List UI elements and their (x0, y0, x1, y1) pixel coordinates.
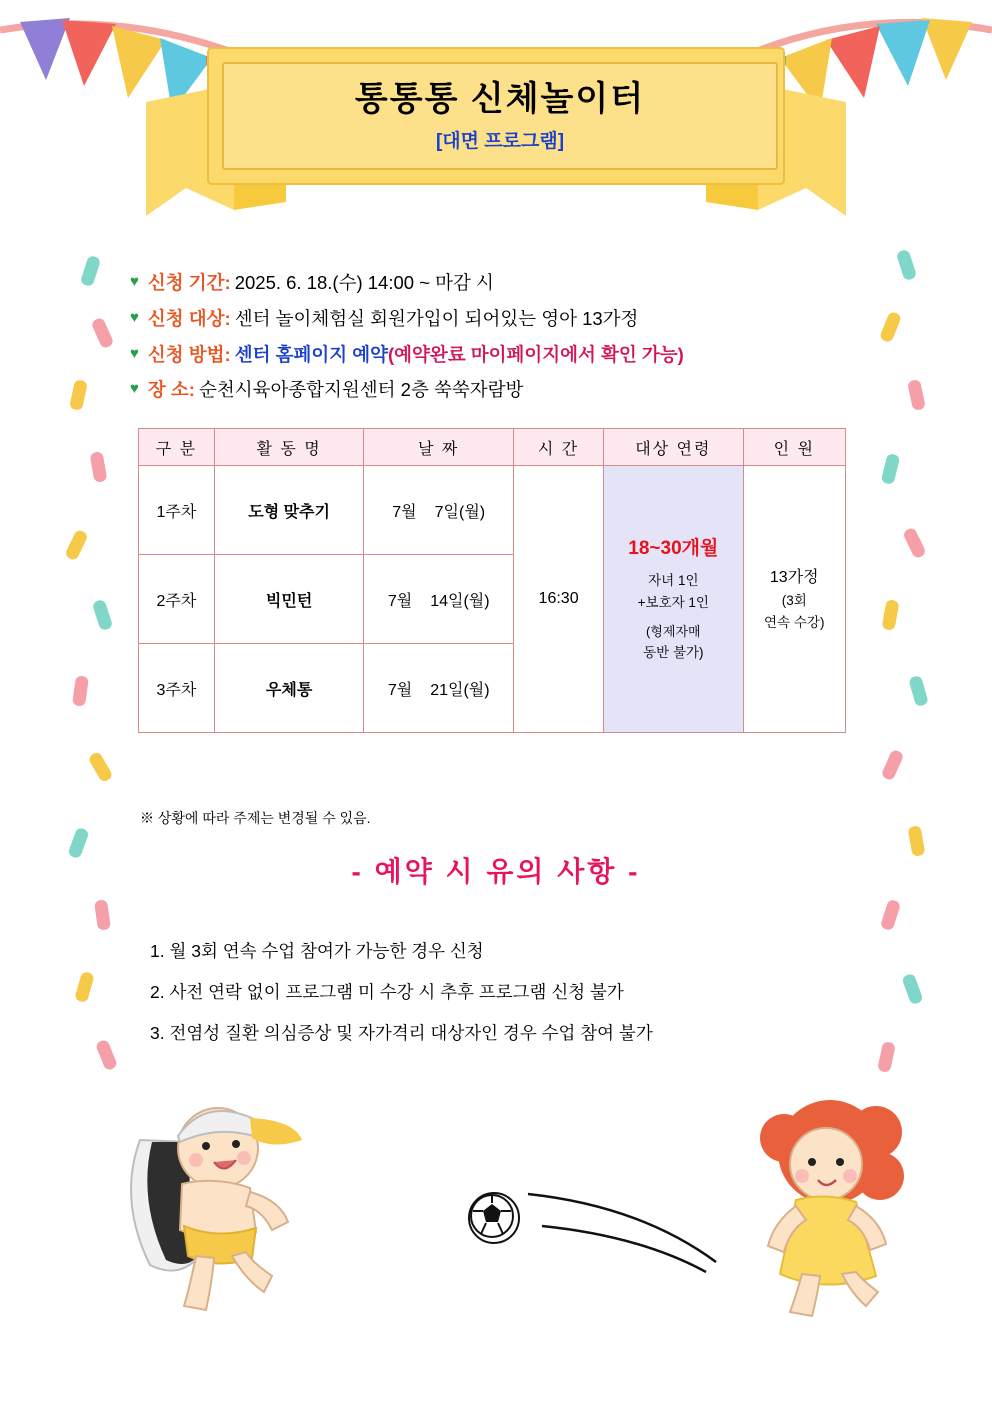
cell-date-day-1: 7일(월) (434, 503, 486, 521)
banner (146, 40, 846, 240)
count-main: 13가정 (769, 568, 819, 586)
heart-icon: ♥ (130, 273, 139, 290)
schedule-table (138, 428, 846, 733)
cell-week-1: 1주차 (139, 466, 215, 555)
count-sub-line2: 연속 수강) (764, 614, 825, 630)
motion-trail (520, 1180, 740, 1285)
info-value-target: 센터 놀이체험실 회원가입이 되어있는 영아 13가정 (234, 307, 639, 329)
th-activity: 활 동 명 (214, 429, 364, 466)
heart-icon: ♥ (130, 380, 139, 398)
banner-subtitle: [대면 프로그램] (435, 130, 565, 152)
cell-time: 16:30 (514, 466, 604, 733)
table-row (139, 466, 846, 555)
cell-week-3: 3주차 (139, 644, 215, 733)
age-note-line2: 동반 불가) (643, 645, 704, 661)
notice-list (140, 938, 880, 1061)
cell-date-day-2: 14일(월) (430, 592, 490, 610)
info-label-target: 신청 대상: (147, 307, 231, 329)
cell-age (604, 466, 743, 733)
cell-activity-3: 우체통 (214, 644, 364, 733)
info-row-period (130, 270, 890, 297)
info-row-target (130, 306, 890, 333)
info-value-place: 순천시육아종합지원센터 2층 쑥쑥자람방 (198, 379, 524, 401)
list-item: 3. 전염성 질환 의심증상 및 자가격리 대상자인 경우 수업 참여 불가 (150, 1023, 653, 1043)
info-label-place: 장 소: (147, 379, 195, 401)
table-footnote: ※ 상황에 따라 주제는 변경될 수 있음. (140, 810, 371, 826)
cell-date-month-2: 7월 (387, 592, 413, 610)
info-row-place (130, 377, 890, 404)
info-value-method: 센터 홈페이지 예약 (234, 343, 388, 365)
notice-heading: - 예약 시 유의 사항 - (351, 856, 641, 887)
schedule-table-wrapper (138, 428, 846, 733)
cell-date-2 (364, 555, 514, 644)
age-note-line1: (형제자매 (646, 623, 701, 639)
kicking-child-illustration (110, 1080, 340, 1325)
th-week: 구 분 (139, 429, 215, 466)
heart-icon: ♥ (130, 344, 139, 362)
info-label-method: 신청 방법: (147, 343, 231, 365)
banner-title-box (222, 62, 778, 170)
th-count: 인 원 (743, 429, 846, 466)
age-sub-child: 자녀 1인 (648, 573, 699, 589)
heart-icon: ♥ (130, 308, 139, 326)
page-title: 통통통 신체놀이터 (354, 80, 646, 119)
info-label-period: 신청 기간: (147, 272, 231, 293)
info-value-method-note: (예약완료 마이페이지에서 확인 가능) (387, 343, 684, 365)
info-value-period: 2025. 6. 18.(수) 14:00 ~ 마감 시 (234, 272, 494, 293)
cell-date-1 (364, 466, 514, 555)
count-sub-line1: (3회 (781, 593, 807, 609)
info-row-method (130, 342, 890, 369)
cell-count (743, 466, 846, 733)
th-time: 시 간 (514, 429, 604, 466)
age-main: 18~30개월 (628, 538, 719, 560)
cell-date-month-1: 7월 (392, 503, 417, 521)
girl-illustration (730, 1080, 920, 1325)
age-sub-guardian: +보호자 1인 (637, 595, 709, 610)
info-block (130, 270, 890, 413)
cell-activity-1: 도형 맞추기 (214, 466, 364, 555)
cell-week-2: 2주차 (139, 555, 215, 644)
cell-date-month-3: 7월 (387, 681, 413, 699)
soccer-ball-icon (468, 1192, 520, 1244)
cell-date-day-3: 21일(월) (430, 681, 490, 699)
th-date: 날 짜 (364, 429, 514, 466)
table-header-row (139, 429, 846, 466)
cell-activity-2: 빅민턴 (214, 555, 364, 644)
list-item: 2. 사전 연락 없이 프로그램 미 수강 시 추후 프로그램 신청 불가 (150, 982, 624, 1002)
list-item: 1. 월 3회 연속 수업 참여가 가능한 경우 신청 (150, 941, 484, 961)
th-age: 대상 연령 (604, 429, 743, 466)
cell-date-3 (364, 644, 514, 733)
